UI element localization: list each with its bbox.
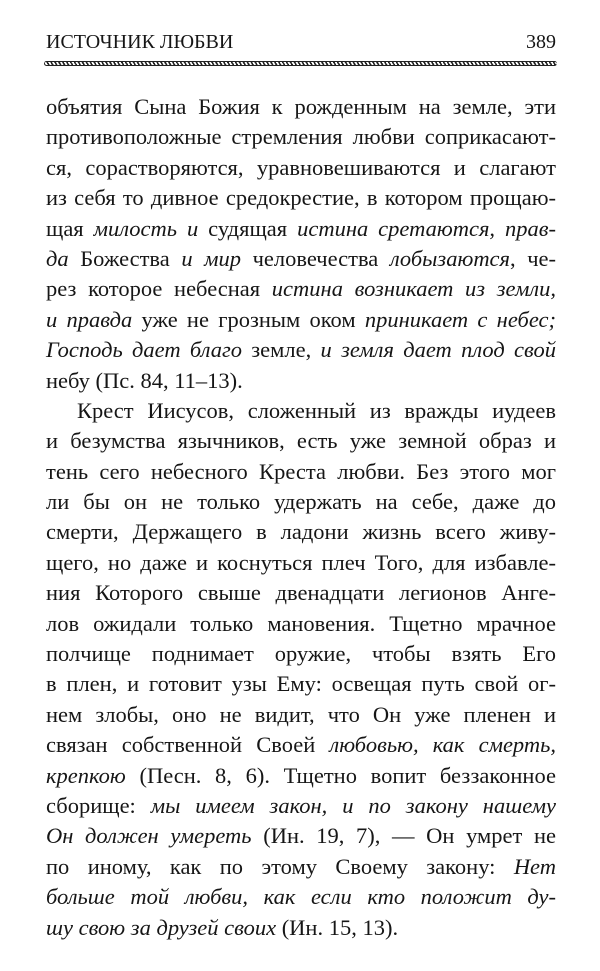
text-segment: рез которое небесная: [46, 276, 272, 302]
text-segment: и безумства язычников, есть уже земной образ и: [46, 428, 556, 454]
text-line: [46, 639, 556, 669]
text-line: [46, 609, 556, 639]
text-segment: уже не грозным оком: [132, 306, 365, 332]
text-segment: смерти, Держащего в ладони жизнь всего живу-: [46, 519, 556, 545]
text-segment: лов ожидали только мановения. Тщетно мрачное: [46, 610, 556, 636]
running-title: ИСТОЧНИК ЛЮБВИ: [46, 31, 234, 53]
text-segment: судящая: [198, 215, 298, 241]
text-segment: (Ин. 15, 13).: [276, 914, 399, 940]
text-segment: Крест Иисусов, сложенный из вражды иудеев: [77, 397, 556, 423]
text-segment: нем злобы, оно не видит, что Он уже пленен и: [46, 701, 556, 727]
italic-quote-text: Нет: [513, 853, 556, 879]
text-segment: полчище поднимает оружие, чтобы взять Его: [46, 641, 556, 667]
italic-quote-text: и мир: [181, 245, 241, 271]
text-line: [46, 791, 556, 821]
text-line: [46, 457, 556, 487]
text-segment: из себя то дивное средокрестие, в котором прощаю-: [46, 185, 556, 211]
italic-quote-text: и земля дает плод свой: [320, 337, 556, 363]
text-segment: противоположные стремления любви соприкасают-: [46, 124, 556, 150]
italic-quote-text: крепкою: [46, 762, 126, 788]
text-line: [46, 548, 556, 578]
text-line: [46, 244, 556, 274]
text-segment: ли бы он не только удержать на себе, даже до: [46, 489, 556, 515]
italic-quote-text: любовью, как смерть,: [329, 732, 557, 758]
text-segment: (Ин. 19, 7), — Он умрет не: [251, 823, 557, 849]
italic-quote-text: истина сретаются, прав-: [297, 215, 556, 241]
text-line: [46, 92, 556, 122]
text-line: [46, 882, 556, 912]
text-line: [46, 730, 556, 760]
text-line: [46, 335, 556, 365]
text-segment: объятия Сына Божия к рожденным на земле, эти: [46, 94, 556, 119]
text-line: [46, 274, 556, 304]
italic-quote-text: Господь дает благо: [46, 337, 242, 363]
text-line: [46, 852, 556, 882]
italic-quote-text: милость и: [93, 215, 199, 241]
text-segment: связан собственной Своей: [46, 732, 330, 758]
text-segment: , че-: [510, 245, 557, 271]
text-line: [46, 821, 556, 851]
text-segment: щая: [46, 215, 94, 241]
text-segment: Божества: [68, 245, 182, 271]
text-line: [46, 426, 556, 456]
text-segment: в плен, и готовит узы Ему: освещая путь свой ог-: [46, 671, 556, 697]
italic-quote-text: мы имеем закон, и по закону нашему: [150, 792, 556, 818]
text-line: [46, 669, 556, 699]
text-segment: щего, но даже и коснуться плеч Того, для избавле-: [46, 549, 556, 575]
text-segment: тень сего небесного Креста любви. Без этого мог: [46, 458, 556, 484]
text-line: [46, 913, 556, 943]
text-segment: по иному, как по этому Своему закону:: [46, 853, 514, 879]
text-segment: человечества: [241, 245, 390, 271]
page-number: 389: [526, 31, 556, 53]
text-segment: ся, сорастворяются, уравновешиваются и слагают: [46, 154, 556, 180]
italic-quote-text: Он должен умереть: [46, 823, 252, 849]
text-line: [46, 487, 556, 517]
text-line: [46, 396, 556, 426]
italic-quote-text: лобызаются: [389, 245, 511, 271]
text-line: [46, 183, 556, 213]
italic-quote-text: приникает с небес;: [364, 306, 556, 332]
italic-quote-text: да: [46, 245, 69, 271]
running-header: [46, 24, 556, 54]
text-line: [46, 153, 556, 183]
italic-quote-text: и правда: [46, 306, 133, 332]
text-line: [46, 214, 556, 244]
text-line: [46, 122, 556, 152]
text-segment: сборище:: [46, 792, 151, 818]
italic-quote-text: истина возникает из земли,: [271, 276, 556, 302]
text-line: [46, 366, 556, 396]
decorative-rope-divider: [44, 61, 557, 66]
text-line: [46, 700, 556, 730]
text-segment: земле,: [241, 337, 321, 363]
text-segment: (Песн. 8, 6). Тщетно вопит беззаконное: [125, 762, 556, 788]
text-line: [46, 578, 556, 608]
italic-quote-text: шу свою за друзей своих: [46, 914, 277, 940]
text-line: [46, 305, 556, 335]
italic-quote-text: больше той любви, как если кто положит ду-: [46, 884, 556, 910]
text-segment: небу (Пс. 84, 11–13).: [46, 367, 243, 393]
text-line: [46, 517, 556, 547]
body-text: [46, 92, 556, 943]
text-line: [46, 761, 556, 791]
text-segment: ния Которого свыше двенадцати легионов Анге-: [46, 580, 556, 606]
